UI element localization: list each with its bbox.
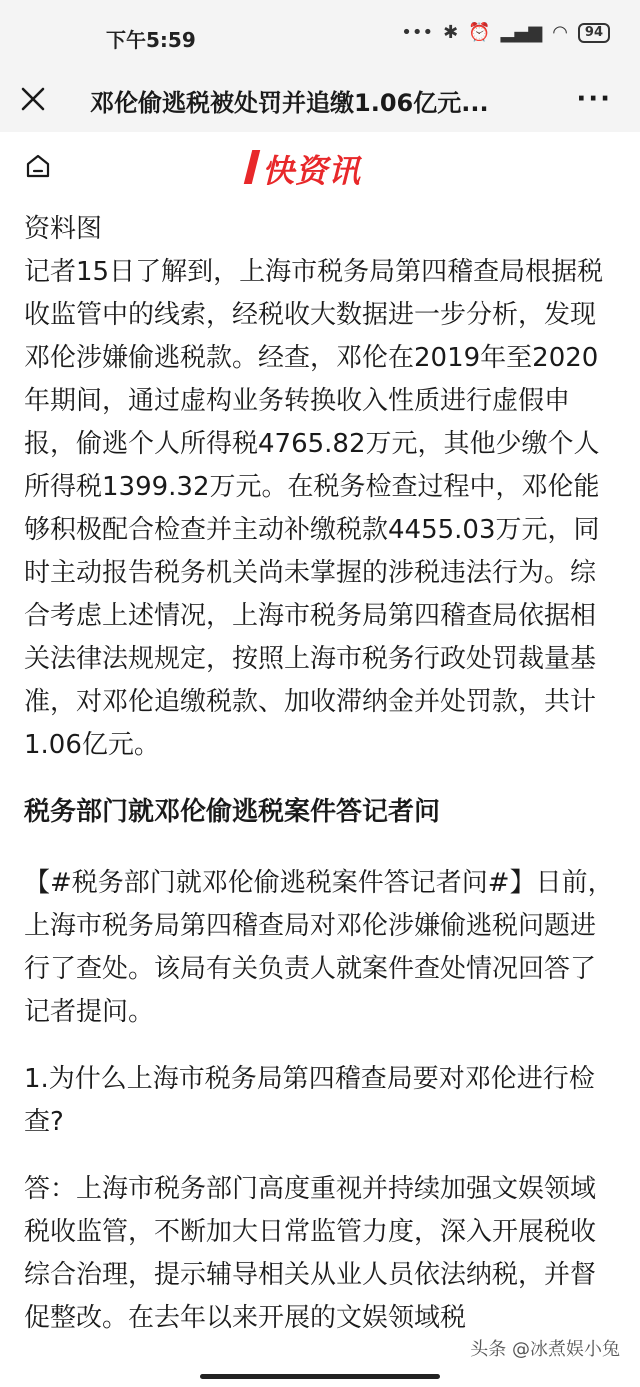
home-indicator[interactable] bbox=[200, 1374, 440, 1379]
article-paragraph: 记者15日了解到，上海市税务局第四稽查局根据税收监管中的线索，经税收大数据进一步分析，发现邓伦涉嫌偷逃税款。经查，邓伦在2019年至2020年期间，通过虚构业务转换收入性质进行虚假申报，偷逃个人所得税4765.82万元，其他少缴个人所得税1399.32万元。在税务检查过程中，邓伦能够积极配合检查并主动补缴税款4455.03万元，同时主动报告税务机关尚未掌握的涉税违法行为。综合考虑上述情况，上海市税务局第四稽查局依据相关法律法规规定，按照上海市税务行政处罚裁量基准，对邓伦追缴税款、加收滞纳金并处罚款，共计1.06亿元。 bbox=[24, 257, 604, 760]
home-icon[interactable] bbox=[24, 152, 52, 180]
article-paragraph: 【#税务部门就邓伦偷逃税案件答记者问#】日前，上海市税务局第四稽查局对邓伦涉嫌偷逃税问题进行了查处。该局有关负责人就案件查处情况回答了记者提问。 bbox=[24, 868, 614, 1027]
status-bar bbox=[0, 0, 640, 70]
bluetooth-icon: ✱ bbox=[443, 22, 459, 43]
wifi-icon: ◠ bbox=[552, 22, 568, 43]
page-title: 邓伦偷逃税被处罚并追缴1.06亿元... bbox=[90, 89, 489, 117]
article-body bbox=[24, 208, 618, 1340]
section-heading: 税务部门就邓伦偷逃税案件答记者问 bbox=[24, 797, 441, 827]
title-bar bbox=[0, 70, 640, 132]
battery-icon: 94 bbox=[578, 23, 610, 43]
brand-bar bbox=[0, 132, 640, 200]
brand-logo[interactable]: 快资讯 bbox=[262, 152, 362, 190]
answer-text: 答：上海市税务部门高度重视并持续加强文娱领域税收监管，不断加大日常监管力度，深入开展税收综合治理，提示辅导相关从业人员依法纳税，并督促整改。在去年以来开展的文娱领域税 bbox=[24, 1174, 597, 1333]
signal-icon: ▂▄▆ bbox=[500, 22, 543, 43]
watermark: 头条 @冰煮娱小兔 bbox=[470, 1335, 620, 1361]
more-options-icon[interactable]: ··· bbox=[576, 84, 612, 114]
status-icons bbox=[401, 22, 610, 43]
more-dots-icon: ••• bbox=[401, 22, 434, 43]
image-caption: 资料图 bbox=[24, 214, 103, 244]
logo-mark bbox=[244, 150, 260, 184]
alarm-icon: ⏰ bbox=[468, 22, 491, 43]
question-text: 1.为什么上海市税务局第四稽查局要对邓伦进行检查? bbox=[24, 1064, 595, 1137]
status-time: 下午5:59 bbox=[106, 28, 196, 52]
close-icon[interactable] bbox=[16, 82, 50, 116]
